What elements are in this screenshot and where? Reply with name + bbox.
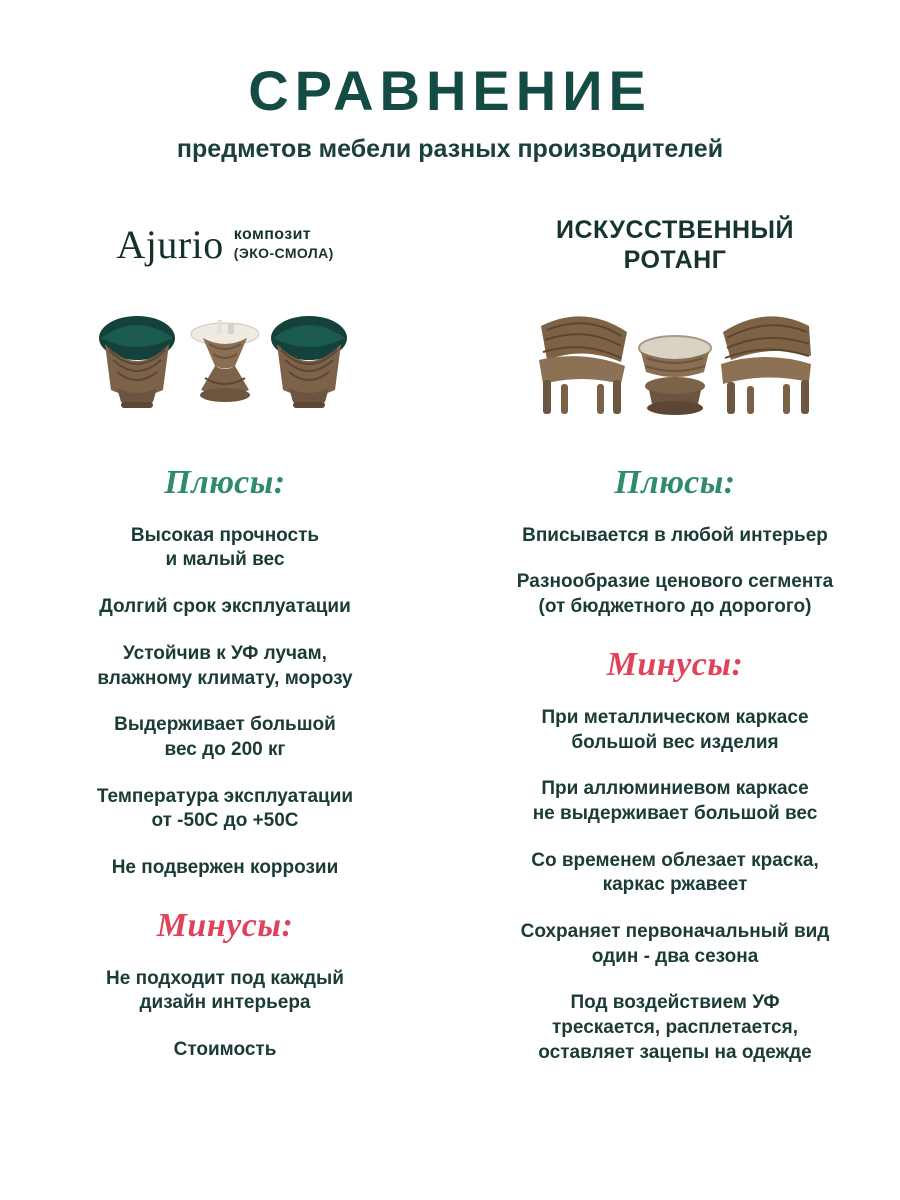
column-title-right: [478, 216, 872, 274]
list-item: Долгий срок эксплуатации: [99, 596, 351, 618]
brand-heading: [28, 216, 422, 274]
cons-title-right: Минусы:: [606, 645, 744, 683]
list-item: При металлическом каркасе большой вес изделия: [541, 706, 809, 753]
list-item: Под воздействием УФ трескается, расплетается, оставляет зацепы на одежде: [538, 992, 812, 1063]
list-item: Температура эксплуатации от -50С до +50С: [96, 785, 354, 832]
page-title: СРАВНЕНИЕ: [248, 59, 652, 122]
header: [0, 0, 900, 164]
list-item: Устойчив к УФ лучам, влажному климату, морозу: [97, 642, 353, 689]
list-item: Сохраняет первоначальный вид один - два сезона: [520, 920, 830, 967]
list-item: При аллюминиевом каркасе не выдерживает большой вес: [532, 778, 818, 824]
list-item: Высокая прочность и малый вес: [130, 524, 320, 571]
pros-list-right: [478, 524, 872, 620]
list-item: Стоимость: [173, 1039, 277, 1061]
list-item: Вписывается в любой интерьер: [522, 524, 828, 546]
list-item: Выдерживает большой вес до 200 кг: [114, 714, 336, 760]
cons-title-left: Минусы:: [156, 906, 294, 944]
pros-title-right: Плюсы:: [614, 463, 736, 501]
column-rattan: [450, 216, 900, 1066]
brand-material-line1: композит: [233, 226, 312, 244]
comparison-columns: [0, 216, 900, 1066]
brand-material-line2: (ЭКО-СМОЛА): [233, 244, 334, 261]
rattan-furniture-set-photo: [478, 288, 872, 438]
pros-title-left: Плюсы:: [164, 463, 286, 501]
list-item: Не подходит под каждый дизайн интерьера: [106, 967, 344, 1014]
pros-list-left: [28, 524, 422, 881]
cons-list-left: [28, 967, 422, 1063]
page-subtitle: предметов мебели разных производителей: [176, 134, 724, 163]
cons-list-right: [478, 706, 872, 1066]
list-item: Разнообразие ценового сегмента (от бюджетного до дорогого): [516, 571, 834, 618]
column-ajurio: [0, 216, 450, 1066]
rattan-title: ИСКУССТВЕННЫЙ РОТАНГ: [556, 215, 794, 274]
brand-material-label: [234, 226, 334, 263]
brand-logo-ajurio: Ajurio: [116, 222, 224, 268]
ajurio-furniture-set-photo: [28, 288, 422, 438]
list-item: Со временем облезает краска, каркас ржавеет: [531, 849, 819, 896]
list-item: Не подвержен коррозии: [111, 856, 339, 878]
